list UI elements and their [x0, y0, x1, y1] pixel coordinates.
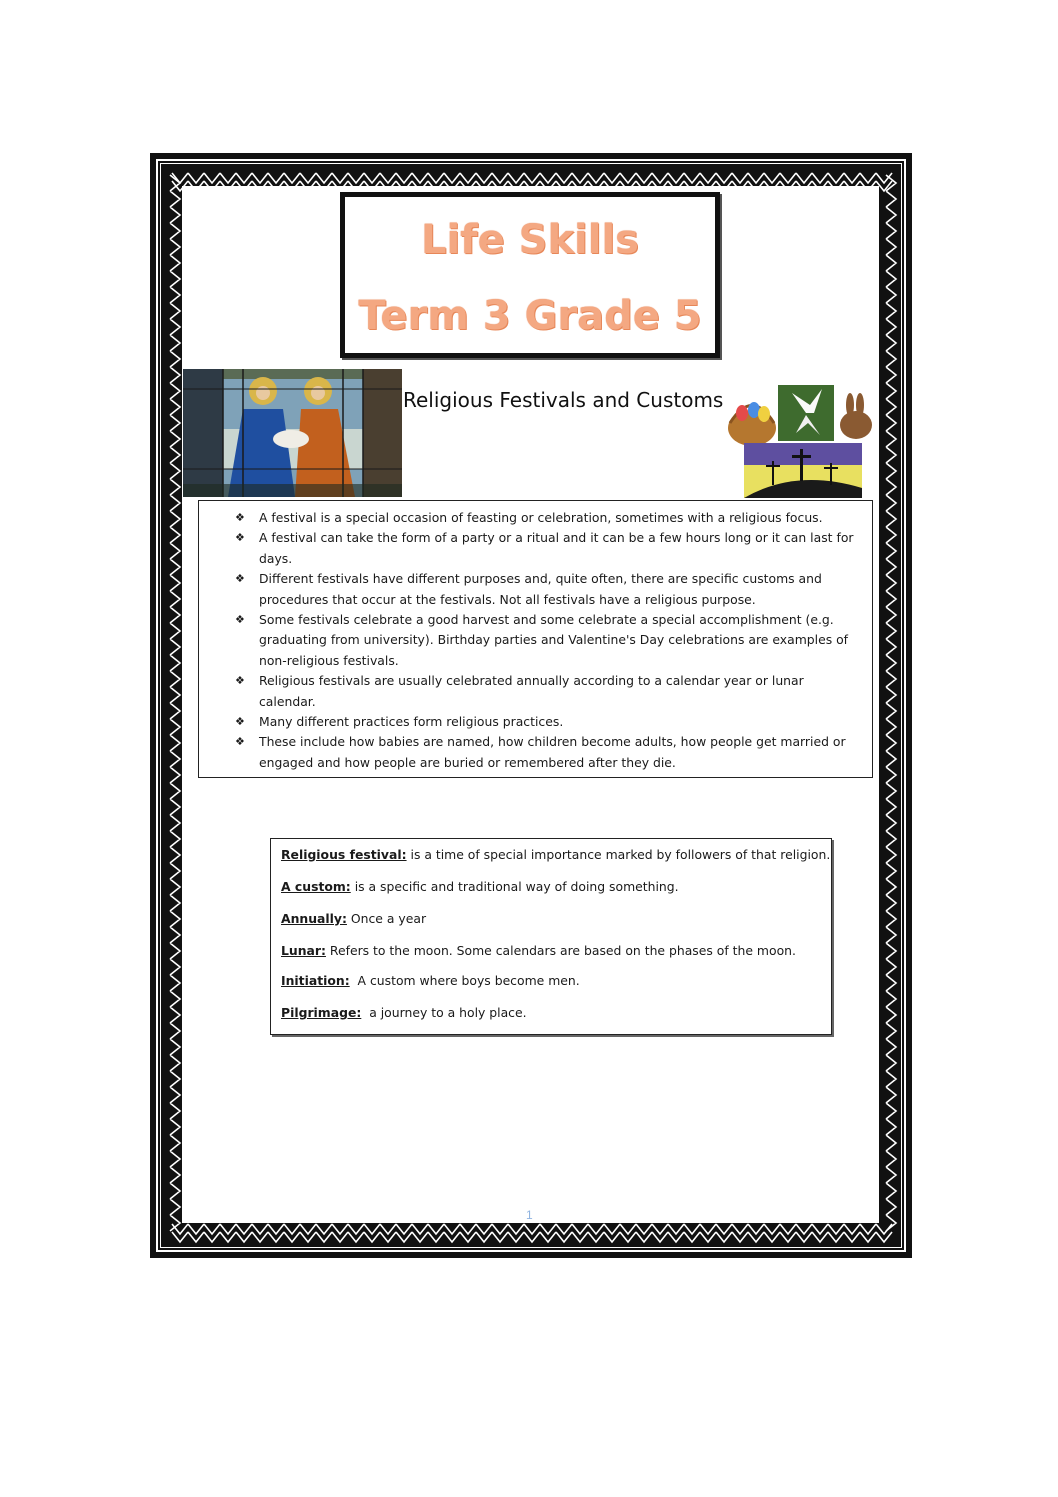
definition-term: Annually: [281, 911, 347, 926]
definition-text: is a specific and traditional way of doing something. [350, 879, 679, 894]
festival-fact-text: These include how babies are named, how children become adults, how people get married or engaged and how people are buried or remembered after they die. [259, 734, 846, 770]
festival-fact-item [235, 712, 854, 732]
festival-fact-item [235, 508, 854, 528]
definition-row [281, 911, 426, 926]
definition-row [281, 879, 679, 894]
title-box [340, 192, 720, 358]
definition-row [281, 973, 580, 988]
definition-row [281, 847, 830, 862]
festival-fact-item [235, 528, 854, 569]
bullet-diamond-icon: ❖ [235, 531, 245, 545]
title-line-1: Life Skills [420, 217, 639, 263]
definition-text: is a time of special importance marked by followers of that religion. [406, 847, 831, 862]
definition-term: Pilgrimage: [281, 1005, 362, 1020]
festival-fact-item [235, 671, 854, 712]
nativity-stained-glass-image [183, 369, 402, 497]
easter-collage-image [726, 383, 878, 498]
definitions-box [270, 838, 832, 1035]
definition-text: A custom where boys become men. [349, 973, 580, 988]
festival-fact-item [235, 732, 854, 773]
bullet-diamond-icon: ❖ [235, 613, 245, 627]
bullet-diamond-icon: ❖ [235, 572, 245, 586]
bullet-diamond-icon: ❖ [235, 715, 245, 729]
definition-text: Refers to the moon. Some calendars are based on the phases of the moon. [325, 943, 796, 958]
definition-term: Lunar: [281, 943, 326, 958]
definition-row [281, 943, 796, 958]
page-number: 1 [526, 1208, 533, 1222]
definition-term: Religious festival: [281, 847, 407, 862]
bullet-diamond-icon: ❖ [235, 735, 245, 749]
festival-fact-text: Some festivals celebrate a good harvest and some celebrate a special accomplishment (e.g. graduating from university). Birthday parties and Valentine's Day celebrations are examples of non-religious festivals. [259, 612, 849, 668]
definition-text: a journey to a holy place. [361, 1005, 527, 1020]
festival-fact-item [235, 569, 854, 610]
definition-term: Initiation: [281, 973, 350, 988]
festival-fact-text: Many different practices form religious practices. [259, 714, 564, 730]
festival-fact-text: Different festivals have different purposes and, quite often, there are specific customs and procedures that occur at the festivals. Not all festivals have a religious purpose. [259, 571, 822, 607]
festival-facts-list [199, 501, 872, 773]
definition-text: Once a year [346, 911, 427, 926]
festival-fact-text: A festival can take the form of a party or a ritual and it can be a few hours long or it can last for days. [259, 530, 854, 566]
bullet-diamond-icon: ❖ [235, 511, 245, 524]
festival-fact-text: Religious festivals are usually celebrated annually according to a calendar year or lunar calendar. [259, 673, 804, 709]
festival-facts-box [198, 500, 873, 778]
section-heading: Religious Festivals and Customs [403, 388, 724, 412]
title-line-2: Term 3 Grade 5 [358, 293, 702, 339]
festival-fact-item [235, 610, 854, 671]
bullet-diamond-icon: ❖ [235, 674, 245, 688]
festival-fact-text: A festival is a special occasion of feasting or celebration, sometimes with a religious focus. [259, 510, 823, 525]
definition-term: A custom: [281, 879, 351, 894]
definition-row [281, 1005, 527, 1020]
